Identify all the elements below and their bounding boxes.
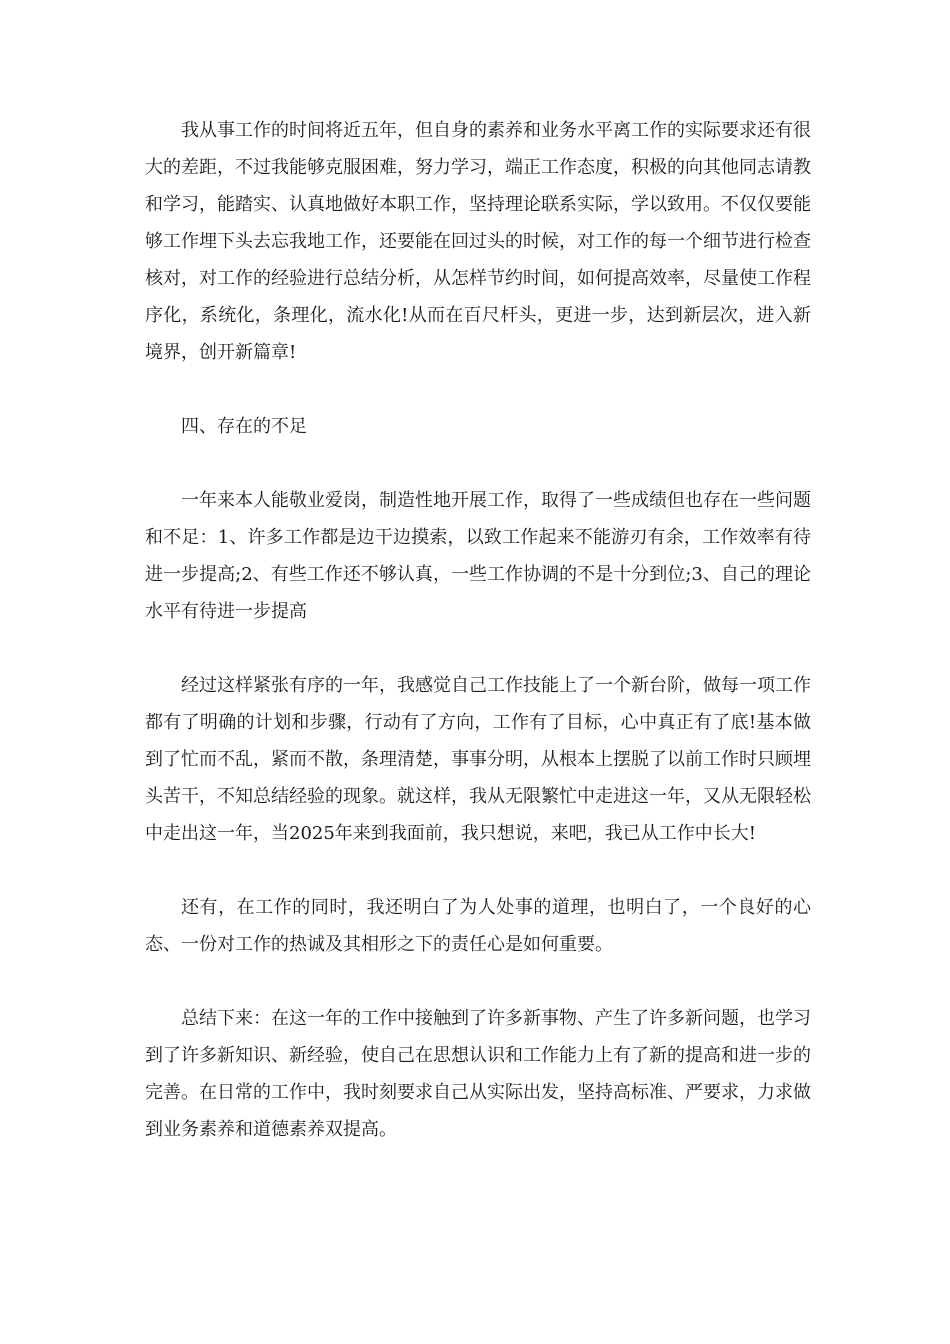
paragraph-summary: 总结下来：在这一年的工作中接触到了许多新事物、产生了许多新问题，也学习到了许多新知识、新经验，使自己在思想认识和工作能力上有了新的提高和进一步的完善。在日常的工作中，我时刻要求自己从实际出发，坚持高标准、严要求，力求做到业务素养和道德素养双提高。	[145, 1008, 811, 1140]
paragraph-shortcomings: 一年来本人能敬业爱岗，制造性地开展工作，取得了一些成绩但也存在一些问题和不足：1、许多工作都是边干边摸索，以致工作起来不能游刃有余，工作效率有待进一步提高;2、有些工作还不够认真，一些工作协调的不是十分到位;3、自己的理论水平有待进一步提高	[145, 490, 811, 622]
paragraph-gap	[145, 852, 811, 889]
section-heading-shortcomings: 四、存在的不足	[181, 416, 307, 437]
paragraph-gap	[145, 630, 811, 667]
paragraph-gap	[145, 445, 811, 482]
paragraph-year-review: 经过这样紧张有序的一年，我感觉自己工作技能上了一个新台阶，做每一项工作都有了明确的计划和步骤，行动有了方向，工作有了目标，心中真正有了底!基本做到了忙而不乱，紧而不散，条理清楚，事事分明，从根本上摆脱了以前工作时只顾埋头苦干，不知总结经验的现象。就这样，我从无限繁忙中走进这一年，又从无限轻松中走出这一年，当2025年来到我面前，我只想说，来吧，我已从工作中长大!	[145, 675, 811, 844]
paragraph-gap	[145, 371, 811, 408]
paragraph-work-experience: 我从事工作的时间将近五年，但自身的素养和业务水平离工作的实际要求还有很大的差距，不过我能够克服困难，努力学习，端正工作态度，积极的向其他同志请教和学习，能踏实、认真地做好本职工作，坚持理论联系实际，学以致用。不仅仅要能够工作埋下头去忘我地工作，还要能在回过头的时候，对工作的每一个细节进行检查核对，对工作的经验进行总结分析，从怎样节约时间，如何提高效率，尽量使工作程序化，系统化，条理化，流水化!从而在百尺杆头，更进一步，达到新层次，进入新境界，创开新篇章!	[145, 120, 811, 363]
paragraph-gap	[145, 963, 811, 1000]
document-body	[145, 112, 811, 1148]
paragraph-attitude: 还有，在工作的同时，我还明白了为人处事的道理，也明白了，一个良好的心态、一份对工作的热诚及其相形之下的责任心是如何重要。	[145, 897, 811, 955]
